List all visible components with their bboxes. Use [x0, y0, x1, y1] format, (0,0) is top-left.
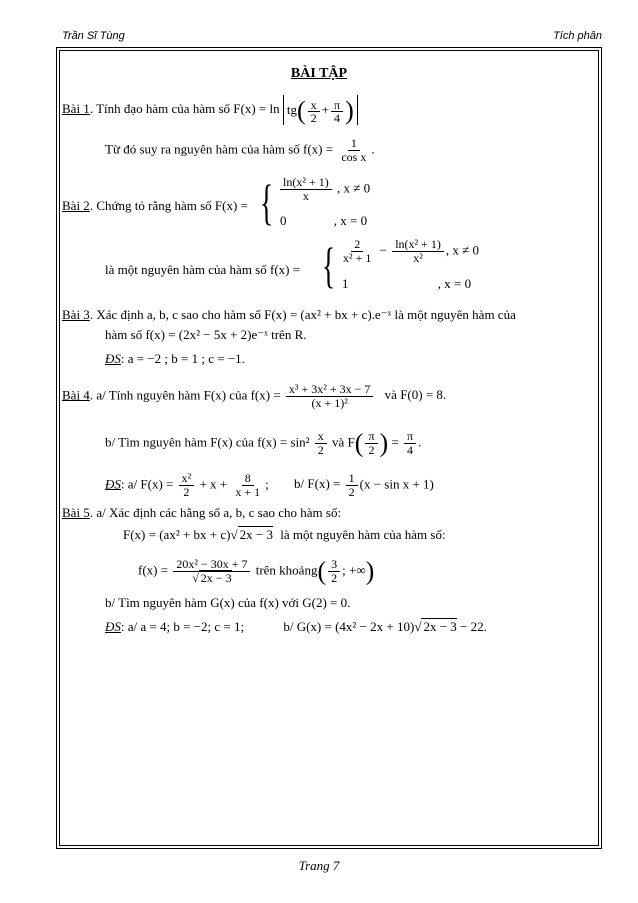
exercise-2-brace-2: {	[322, 237, 336, 293]
exercise-4-b-result-num: π	[404, 430, 416, 444]
exercise-5-label: Bài 5	[62, 505, 90, 520]
exercise-2-case2-value: 0	[280, 213, 287, 228]
exercise-4-answer	[105, 472, 434, 499]
exercise-4-answer-label: ĐS	[105, 476, 121, 492]
exercise-2-case1-num: ln(x² + 1)	[280, 176, 332, 190]
exercise-1-text: . Tính đạo hàm của hàm số F(x) = ln	[89, 100, 280, 116]
exercise-5-line-a	[62, 505, 341, 521]
exercise-5-f-num: 20x² − 30x + 7	[173, 558, 250, 572]
exercise-2-g2-num: ln(x² + 1)	[392, 238, 444, 252]
exercise-4-b-pi-num: π	[365, 430, 377, 444]
exercise-5-F-post: là một nguyên hàm của hàm số:	[280, 527, 446, 542]
exercise-5-F-line: F(x) = (ax² + bx + c)√ 2x − 3 là một nguyên hàm của hàm số:	[123, 527, 446, 542]
exercise-5-f-pre: f(x) =	[138, 562, 169, 578]
exercise-4-line-a	[62, 383, 446, 410]
exercise-5-answer: ĐS: a/ a = 4; b = −2; c = 1; b/ G(x) = (4x² − 2x + 10)√ 2x − 3 − 22.	[105, 619, 487, 634]
exercise-5-F-pre: F(x) = (ax² + bx + c)	[123, 527, 231, 542]
exercise-4-answer-a-num2: 8	[242, 472, 254, 486]
exercise-3-line-2	[105, 327, 307, 343]
exercise-1-frac2-num: π	[331, 99, 343, 112]
exercise-4-answer-a-num1: x²	[179, 472, 195, 486]
exercise-1-tg: tg	[286, 102, 297, 117]
exercise-5-answer-b: b/ G(x) = (4x² − 2x + 10)	[283, 619, 415, 634]
exercise-5-answer-b-end: − 22.	[460, 619, 487, 634]
exercise-4-b-text: b/ Tìm nguyên hàm F(x) của f(x) = sin²	[105, 434, 310, 450]
exercise-1-frac2-den: 4	[334, 110, 341, 125]
exercise-4-a-end: và F(0) = 8.	[384, 387, 447, 403]
exercise-2-f-case-1	[338, 238, 479, 265]
exercise-4-label: Bài 4	[62, 387, 90, 403]
exercise-4-b-eq: =	[391, 434, 399, 450]
exercise-3-line-1	[62, 307, 516, 323]
exercise-2-case1-den: x	[302, 189, 309, 203]
exercise-4-answer-a-den2: x + 1	[235, 485, 261, 499]
exercise-3-text-1: . Xác định a, b, c sao cho hàm số F(x) = (ax² + bx + c).e⁻ˣ là một nguyên hàm của	[89, 307, 516, 322]
exercise-4-answer-b: b/ F(x) =	[294, 476, 341, 492]
exercise-5-f-den-root: 2x − 3	[200, 571, 232, 585]
page-footer: Trang 7	[298, 858, 340, 873]
exercise-3-answer-text: : a = −2 ; b = 1 ; c = −1.	[120, 351, 245, 366]
exercise-2-line-2-text: là một nguyên hàm của hàm số f(x) =	[105, 262, 301, 277]
exercise-1-frac1-num: x	[308, 99, 320, 112]
exercise-4-answer-a-mid: + x +	[199, 476, 228, 492]
exercise-4-answer-b-end: (x − sin x + 1)	[359, 476, 434, 492]
exercise-1-f-num: 1	[348, 137, 360, 151]
exercise-2-g1-cond: , x ≠ 0	[445, 242, 480, 258]
exercise-5-interval-den: 2	[331, 571, 338, 585]
header-author: Trần Sĩ Tùng	[62, 30, 125, 42]
exercise-1-label: Bài 1	[62, 100, 90, 116]
exercise-4-b-den: 2	[317, 443, 324, 457]
exercise-5-answer-a: : a/ a = 4; b = −2; c = 1;	[120, 619, 245, 634]
exercise-5-F-root: 2x − 3	[239, 527, 273, 542]
exercise-5-interval-num: 3	[328, 558, 340, 572]
page-title: BÀI TẬP	[290, 66, 348, 81]
exercise-1-frac1-den: 2	[310, 110, 317, 125]
exercise-4-a-den: (x + 1)²	[311, 396, 348, 410]
exercise-4-b-pi-den: 2	[368, 443, 375, 457]
exercise-3-text-2: hàm số f(x) = (2x² − 5x + 2)e⁻ˣ trên R.	[105, 327, 307, 342]
exercise-5-answer-b-root: 2x − 3	[423, 619, 457, 634]
exercise-2-f-case-2	[342, 276, 471, 292]
exercise-4-answer-a: : a/ F(x) =	[120, 476, 174, 492]
exercise-3-label: Bài 3	[62, 307, 90, 322]
exercise-4-b-num: x	[315, 430, 327, 444]
exercise-3-answer-label: ĐS	[105, 351, 121, 366]
exercise-2-label: Bài 2	[62, 198, 90, 213]
exercise-5-a-text: . a/ Xác định các hằng số a, b, c sao cho hàm số:	[89, 505, 342, 520]
exercise-1-line-1: Bài 1. Tính đạo hàm của hàm số F(x) = ln tg( $\frac{x}{2}$ + $\frac{\pi}{4}$ )	[62, 95, 358, 125]
exercise-2-case1-cond: , x ≠ 0	[336, 180, 371, 196]
header-topic: Tích phân	[553, 30, 602, 42]
exercise-4-b-result-den: 4	[407, 443, 414, 457]
exercise-2-case-2	[280, 213, 367, 229]
exercise-4-b-end: .	[418, 434, 422, 450]
exercise-5-line-b	[105, 595, 350, 611]
exercise-2-g1-den: x² + 1	[343, 251, 372, 265]
exercise-2-line-1	[62, 198, 248, 214]
exercise-2-brace-1: {	[260, 174, 274, 230]
exercise-4-a-text: . a/ Tính nguyên hàm F(x) của f(x) =	[89, 387, 281, 403]
exercise-2-line-2	[105, 262, 300, 278]
exercise-5-f-line: f(x) = $\frac{\text{20x² − 30x + 7}}{√ 2x - 3}$ trên khoảng( $\frac{3}{2}$ ; +∞)	[138, 556, 375, 586]
exercise-2-g3-cond: , x = 0	[437, 276, 472, 291]
exercise-1-f-den: cos x	[341, 150, 367, 164]
exercise-4-answer-b-den: 2	[348, 485, 355, 499]
exercise-4-a-num: x³ + 3x² + 3x − 7	[286, 383, 374, 397]
exercise-4-answer-a-end: ;	[265, 476, 269, 492]
exercise-2-minus: −	[379, 242, 387, 258]
exercise-1-line-2	[105, 137, 375, 164]
exercise-1-plus: +	[321, 102, 329, 117]
exercise-1-line-2-text: Từ đó suy ra nguyên hàm của hàm số f(x) =	[105, 141, 334, 157]
exercise-2-g3-value: 1	[342, 276, 349, 291]
exercise-2-g1-num: 2	[351, 238, 363, 252]
exercise-5-b-text: b/ Tìm nguyên hàm G(x) của f(x) với G(2) = 0.	[105, 595, 351, 610]
exercise-5-f-mid: trên khoảng	[255, 562, 318, 578]
exercise-1-end: .	[371, 141, 375, 157]
exercise-2-case-1	[278, 176, 370, 203]
exercise-2-case2-cond: , x = 0	[333, 213, 368, 228]
exercise-5-interval-end: ; +∞	[342, 562, 366, 578]
exercise-4-line-b: b/ Tìm nguyên hàm F(x) của f(x) = sin² $\frac{x}{2}$ và F( $\frac{\pi}{2}$ ) = $\frac{\pi}{4}$ .	[105, 428, 422, 458]
exercise-2-g2-den: x²	[413, 251, 423, 265]
exercise-3-answer	[105, 351, 245, 367]
exercise-4-answer-b-num: 1	[346, 472, 358, 486]
exercise-4-answer-a-den1: 2	[183, 485, 190, 499]
exercise-2-text: . Chứng tỏ rằng hàm số F(x) =	[89, 198, 248, 213]
exercise-5-answer-label: ĐS	[105, 619, 121, 634]
exercise-4-b-mid: và F	[332, 434, 355, 450]
